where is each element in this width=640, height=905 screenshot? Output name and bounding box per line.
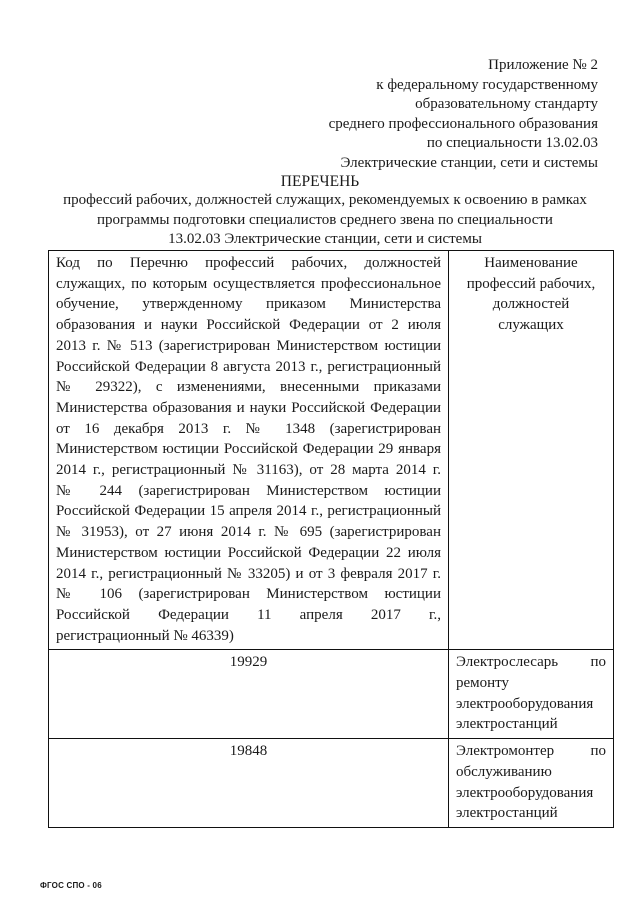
header-name-line: должностей <box>492 296 570 313</box>
header-code-line: № 31953), от 27 июня 2014 г. № 695 (зарегистрирован <box>56 524 441 541</box>
header-code-line: Министерством юстиции Российской Федерации 29 января <box>56 441 441 458</box>
header-code-line: служащих, по которым осуществляется профессиональное <box>56 275 441 292</box>
profession-name-line: Электрослесарь по <box>456 654 606 671</box>
profession-name-line: обслуживанию <box>456 763 552 780</box>
header-code-line: № 244 (зарегистрирован Министерством юстиции <box>56 482 441 499</box>
subtitle-line: 13.02.03 Электрические станции, сети и системы <box>168 231 482 247</box>
profession-code-cell: 19848 <box>49 739 449 828</box>
subtitle-line: программы подготовки специалистов среднего звена по специальности <box>97 211 553 228</box>
appendix-line: к федеральному государственному <box>376 76 598 93</box>
header-name-line: служащих <box>498 317 564 334</box>
header-code-line: Российской Федерации 11 апреля 2017 г., <box>56 606 441 623</box>
professions-table <box>48 250 614 828</box>
profession-code-cell: 19929 <box>49 650 449 739</box>
header-code-cell <box>49 251 449 650</box>
appendix-line: Электрические станции, сети и системы <box>340 154 598 171</box>
table-row <box>49 739 614 828</box>
profession-name-line: ремонту <box>456 675 510 692</box>
profession-name-line: электрооборудования <box>456 784 594 801</box>
profession-name-line: электростанций <box>456 716 558 733</box>
header-code-line: 2013 г. № 513 (зарегистрирован Министерством юстиции <box>56 337 441 354</box>
profession-name-line: электрооборудования <box>456 695 594 712</box>
header-code-line: обучение, утвержденному приказом Министерства <box>56 296 441 313</box>
appendix-line: Приложение № 2 <box>488 57 598 73</box>
table-header-row <box>49 251 614 650</box>
profession-name-line: Электромонтер по <box>456 743 606 760</box>
document-title: ПЕРЕЧЕНЬ <box>280 173 360 190</box>
header-name-line: профессий рабочих, <box>466 275 596 292</box>
header-code-line: образования и науки Российской Федерации от 2 июля <box>56 317 441 334</box>
header-code-line: № 29322), с изменениями, внесенными приказами <box>56 379 441 396</box>
header-name-line: Наименование <box>484 255 578 271</box>
document-subtitle <box>40 191 610 250</box>
header-code-line: Код по Перечню профессий рабочих, должностей <box>56 255 441 271</box>
header-code-line: 2014 г., регистрационный № 31163), от 28 марта 2014 г. <box>56 462 441 479</box>
header-code-line: № 106 (зарегистрирован Министерством юстиции <box>56 586 441 603</box>
profession-name-cell <box>449 650 614 739</box>
profession-name-line: электростанций <box>456 805 558 822</box>
header-code-line: Министерством юстиции Российской Федерации 22 июля <box>56 544 441 561</box>
header-code-line: Российской Федерации 8 августа 2013 г., регистрационный <box>56 358 441 375</box>
header-name-cell <box>449 251 614 650</box>
appendix-block <box>329 56 598 174</box>
header-code-line: 2014 г., регистрационный № 33205) и от 3 февраля 2017 г. <box>56 565 441 582</box>
header-code-line: Российской Федерации 15 апреля 2014 г., регистрационный <box>56 503 441 520</box>
appendix-line: образовательному стандарту <box>415 96 598 113</box>
header-code-line: регистрационный № 46339) <box>56 627 234 644</box>
subtitle-line: профессий рабочих, должностей служащих, рекомендуемых к освоению в рамках <box>63 192 587 208</box>
table-row <box>49 650 614 739</box>
appendix-line: среднего профессионального образования <box>328 115 598 132</box>
header-code-line: от 16 декабря 2013 г. № 1348 (зарегистрирован <box>56 420 441 437</box>
appendix-line: по специальности 13.02.03 <box>426 135 598 152</box>
page-footer: ФГОС СПО - 06 <box>40 881 102 890</box>
header-code-line: Министерства образования и науки Российской Федерации <box>56 399 441 416</box>
profession-name-cell <box>449 739 614 828</box>
